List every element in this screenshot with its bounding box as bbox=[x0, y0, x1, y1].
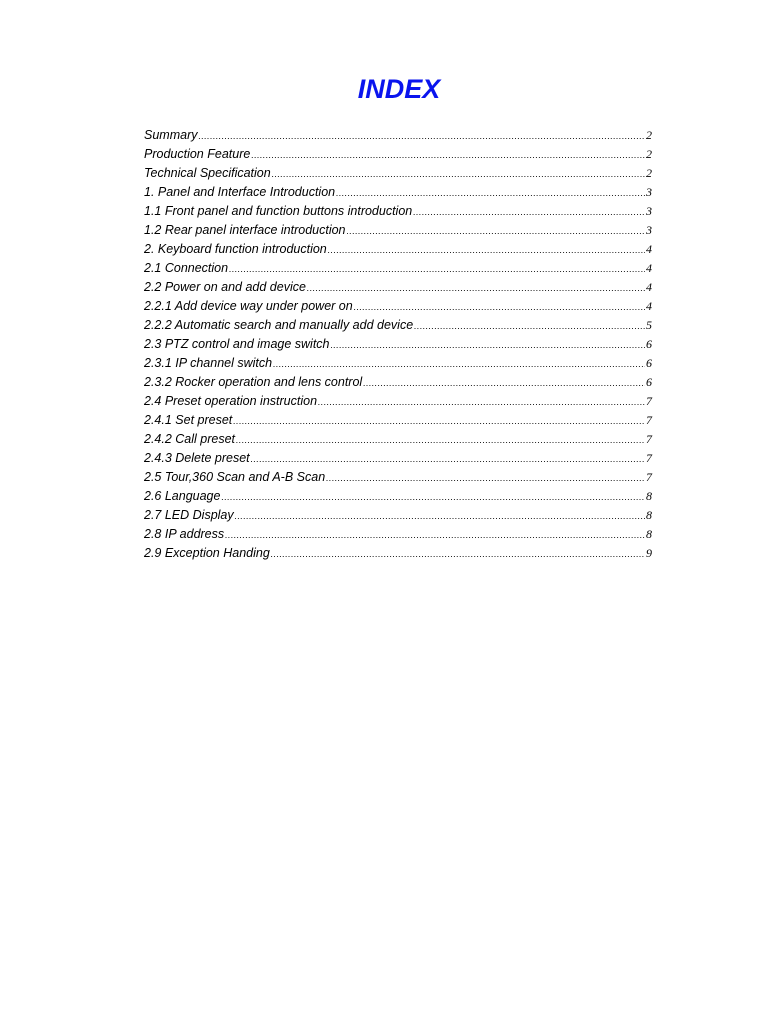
toc-entry-label: 2.3.1 IP channel switch bbox=[144, 356, 273, 370]
toc-page-number: 7 bbox=[646, 394, 652, 408]
toc-entry-label: 2.5 Tour,360 Scan and A-B Scan bbox=[144, 470, 326, 484]
toc-entry-set-preset bbox=[144, 411, 652, 430]
toc-entry-preset-operation bbox=[144, 392, 652, 411]
toc-entry-label: Summary bbox=[144, 128, 198, 142]
toc-page-number: 8 bbox=[646, 489, 652, 503]
toc-entry-label: 2.2.1 Add device way under power on bbox=[144, 299, 353, 313]
toc-entry-label: 1. Panel and Interface Introduction bbox=[144, 185, 336, 199]
toc-entry-rocker-operation bbox=[144, 373, 652, 392]
toc-dot-leader bbox=[354, 298, 645, 317]
toc-entry-technical-specification bbox=[144, 164, 652, 183]
toc-entry-label: 2. Keyboard function introduction bbox=[144, 242, 327, 256]
toc-dot-leader bbox=[307, 279, 645, 298]
toc-entry-summary bbox=[144, 126, 652, 145]
toc-dot-leader bbox=[251, 450, 645, 469]
toc-entry-ip-address bbox=[144, 525, 652, 544]
toc-page-number: 8 bbox=[646, 508, 652, 522]
toc-dot-leader bbox=[336, 184, 645, 203]
toc-page-number: 4 bbox=[646, 261, 652, 275]
toc-dot-leader bbox=[233, 412, 645, 431]
toc-dot-leader bbox=[318, 393, 645, 412]
toc-dot-leader bbox=[273, 355, 645, 374]
toc-page-number: 2 bbox=[646, 147, 652, 161]
toc-page-number: 4 bbox=[646, 280, 652, 294]
toc-entry-label: Technical Specification bbox=[144, 166, 271, 180]
toc-page-number: 2 bbox=[646, 166, 652, 180]
toc-entry-exception-handing bbox=[144, 544, 652, 563]
toc-entry-label: 2.8 IP address bbox=[144, 527, 225, 541]
table-of-contents bbox=[144, 126, 652, 563]
toc-entry-label: 2.4.3 Delete preset bbox=[144, 451, 250, 465]
toc-entry-led-display bbox=[144, 506, 652, 525]
toc-entry-label: 2.4.1 Set preset bbox=[144, 413, 233, 427]
toc-entry-power-on bbox=[144, 278, 652, 297]
toc-dot-leader bbox=[347, 222, 645, 241]
toc-page-number: 4 bbox=[646, 299, 652, 313]
toc-entry-label: 1.1 Front panel and function buttons introduction bbox=[144, 204, 413, 218]
toc-entry-automatic-search bbox=[144, 316, 652, 335]
toc-entry-label: 2.4.2 Call preset bbox=[144, 432, 236, 446]
toc-page-number: 3 bbox=[646, 185, 652, 199]
toc-entry-label: 2.2.2 Automatic search and manually add device bbox=[144, 318, 414, 332]
toc-entry-rear-panel bbox=[144, 221, 652, 240]
toc-entry-label: 2.2 Power on and add device bbox=[144, 280, 306, 294]
toc-page-number: 2 bbox=[646, 128, 652, 142]
toc-dot-leader bbox=[236, 431, 645, 450]
toc-page-number: 4 bbox=[646, 242, 652, 256]
toc-entry-label: 2.1 Connection bbox=[144, 261, 229, 275]
toc-dot-leader bbox=[198, 127, 645, 146]
toc-entry-front-panel bbox=[144, 202, 652, 221]
toc-entry-label: 2.3 PTZ control and image switch bbox=[144, 337, 330, 351]
toc-entry-label: 2.7 LED Display bbox=[144, 508, 234, 522]
toc-entry-tour-scan bbox=[144, 468, 652, 487]
toc-dot-leader bbox=[235, 507, 645, 526]
toc-entry-label: Production Feature bbox=[144, 147, 251, 161]
page-title: INDEX bbox=[357, 74, 441, 104]
toc-dot-leader bbox=[413, 203, 645, 222]
toc-entry-language bbox=[144, 487, 652, 506]
toc-dot-leader bbox=[221, 488, 645, 507]
toc-entry-ip-channel-switch bbox=[144, 354, 652, 373]
toc-dot-leader bbox=[331, 336, 646, 355]
toc-page-number: 5 bbox=[646, 318, 652, 332]
toc-dot-leader bbox=[272, 165, 645, 184]
toc-page-number: 7 bbox=[646, 451, 652, 465]
toc-dot-leader bbox=[326, 469, 645, 488]
toc-entry-panel-interface bbox=[144, 183, 652, 202]
toc-entry-production-feature bbox=[144, 145, 652, 164]
toc-entry-keyboard-function bbox=[144, 240, 652, 259]
toc-dot-leader bbox=[271, 545, 645, 564]
toc-page-number: 8 bbox=[646, 527, 652, 541]
toc-entry-connection bbox=[144, 259, 652, 278]
toc-dot-leader bbox=[251, 146, 645, 165]
toc-dot-leader bbox=[328, 241, 645, 260]
toc-dot-leader bbox=[414, 317, 645, 336]
toc-entry-delete-preset bbox=[144, 449, 652, 468]
toc-entry-add-device-way bbox=[144, 297, 652, 316]
toc-page-number: 9 bbox=[646, 546, 652, 560]
toc-entry-label: 2.3.2 Rocker operation and lens control bbox=[144, 375, 363, 389]
toc-page-number: 7 bbox=[646, 413, 652, 427]
toc-page-number: 3 bbox=[646, 223, 652, 237]
toc-entry-call-preset bbox=[144, 430, 652, 449]
toc-page-number: 6 bbox=[646, 356, 652, 370]
toc-page-number: 6 bbox=[646, 375, 652, 389]
toc-dot-leader bbox=[363, 374, 645, 393]
toc-page-number: 3 bbox=[646, 204, 652, 218]
toc-entry-ptz-control bbox=[144, 335, 652, 354]
toc-page-number: 6 bbox=[646, 337, 652, 351]
toc-dot-leader bbox=[225, 526, 645, 545]
toc-entry-label: 1.2 Rear panel interface introduction bbox=[144, 223, 346, 237]
toc-entry-label: 2.6 Language bbox=[144, 489, 221, 503]
toc-dot-leader bbox=[229, 260, 645, 279]
toc-entry-label: 2.4 Preset operation instruction bbox=[144, 394, 318, 408]
toc-page-number: 7 bbox=[646, 432, 652, 446]
toc-page-number: 7 bbox=[646, 470, 652, 484]
toc-entry-label: 2.9 Exception Handing bbox=[144, 546, 270, 560]
